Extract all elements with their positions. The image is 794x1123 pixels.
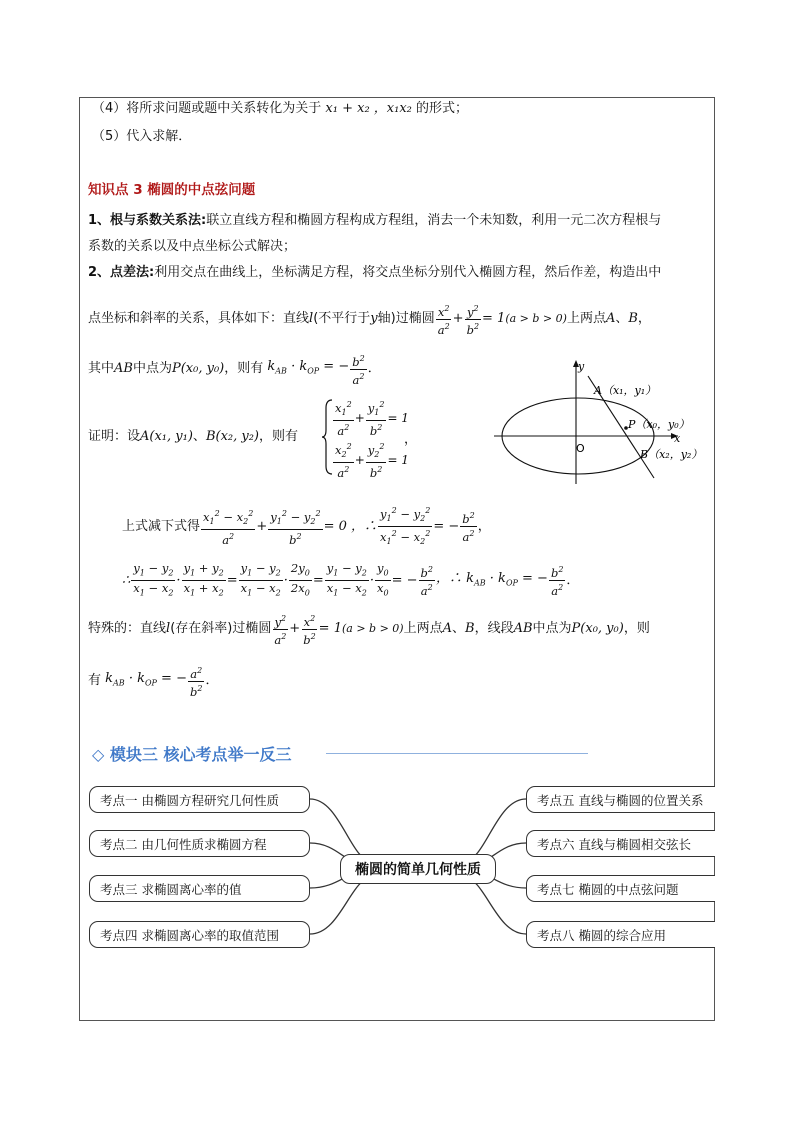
special-line-2: 有 $k_{AB} \cdot k_{OP}$ = − $\frac{a^2}{b^2}$ ． [88, 666, 219, 699]
method-1-line-2: 系数的关系以及中点坐标公式解决； [88, 239, 297, 254]
proof-intro: 证明：设 A(x₁, y₁) 、 B(x₂, y₂) ，则有 [88, 429, 299, 444]
step-5: （5）代入求解． [92, 129, 192, 144]
y-axis-label: y [578, 360, 585, 373]
point-p-label: P（x₀，y₀） [628, 418, 690, 431]
method-2-line-3: 其中 AB 中点为 P(x₀, y₀) ，则有 $k_{AB} \cdot k_{OP}$ = − $\frac{b^2}{a^2}$ ． [88, 354, 381, 387]
method-1-line-1: 1、根与系数关系法:联立直线方程和椭圆方程构成方程组，消去一个未知数，利用一元二次方程根与 [88, 213, 662, 228]
step-4: （4）将所求问题或题中关系转化为关于 x₁ + x₂ ，x₁x₂ 的形式； [92, 101, 469, 116]
ellipse-x-term: $\frac{x^2}{a^2}$ [437, 304, 450, 337]
point-a-label: A（x₁，y₁） [594, 384, 657, 397]
mindmap-node-2: 考点二 由几何性质求椭圆方程 [89, 830, 310, 857]
method-2-line-2: 点坐标和斜率的关系，具体如下：直线 l (不平行于 y 轴)过椭圆 $\frac{x^2}{a^2}$ + $\frac{y^2}{b^2}$ = 1 (a > b > 0) 上两点 A 、 B ， [88, 304, 651, 337]
ellipse-y-term: $\frac{y^2}{b^2}$ [466, 304, 480, 337]
mindmap-node-7: 考点七 椭圆的中点弦问题 [526, 875, 715, 902]
module-title: ◇ 模块三 核心考点举一反三 [92, 745, 292, 764]
mindmap-node-4: 考点四 求椭圆离心率的取值范围 [89, 921, 310, 948]
x-axis-label: x [674, 432, 681, 445]
mindmap-node-8: 考点八 椭圆的综合应用 [526, 921, 715, 948]
mindmap-center: 椭圆的简单几何性质 [340, 854, 496, 884]
point-b-label: B（x₂，y₂） [640, 448, 703, 461]
mindmap-node-1: 考点一 由椭圆方程研究几何性质 [89, 786, 310, 813]
method-2-line-1: 2、点差法:利用交点在曲线上，坐标满足方程，将交点坐标分别代入椭圆方程，然后作差，构造出中 [88, 265, 662, 280]
section-heading: 知识点 3 椭圆的中点弦问题 [88, 182, 256, 198]
mindmap-node-6: 考点六 直线与椭圆相交弦长 [526, 830, 715, 857]
therefore-line: ∴ $\frac{y_1 - y_2}{x_1 - x_2}$ · $\frac{y_1 + y_2}{x_1 + x_2}$ = $\frac{y_1 - y_2}{x_1 - x_2}$ · $\frac{2y_0}{2x_0}$ = $\frac{y_1 - y_2}{x_1 - x_2}$ · $\frac{y_0}{x_0}$ = − $\frac{b^2}{a^2}$ ，∴ $k_{AB} \cdot k_{OP}$ = − $\frac{b^2}{a^2}$ ． [122, 561, 580, 599]
subtraction-line: 上式减下式得 $\frac{x_1^2 - x_2^2}{a^2}$ + $\frac{y_1^2 - y_2^2}{b^2}$ = 0 ，∴ $\frac{y_1^2 - y_2^2}{x_1^2 - x_2^2}$ = − $\frac{b^2}{a^2}$ ， [122, 506, 491, 547]
special-line-1: 特殊的：直线 l (存在斜率)过椭圆 $\frac{y^2}{a^2}$ + $\frac{x^2}{b^2}$ = 1 (a > b > 0) 上两点 A 、 B ，线段 AB 中点为 P(x₀, y₀) ，则 [88, 614, 650, 647]
mindmap-right-clip [526, 780, 715, 950]
mindmap-node-3: 考点三 求椭圆离心率的值 [89, 875, 310, 902]
origin-label: O [576, 442, 585, 455]
mindmap-node-5: 考点五 直线与椭圆的位置关系 [526, 786, 715, 813]
